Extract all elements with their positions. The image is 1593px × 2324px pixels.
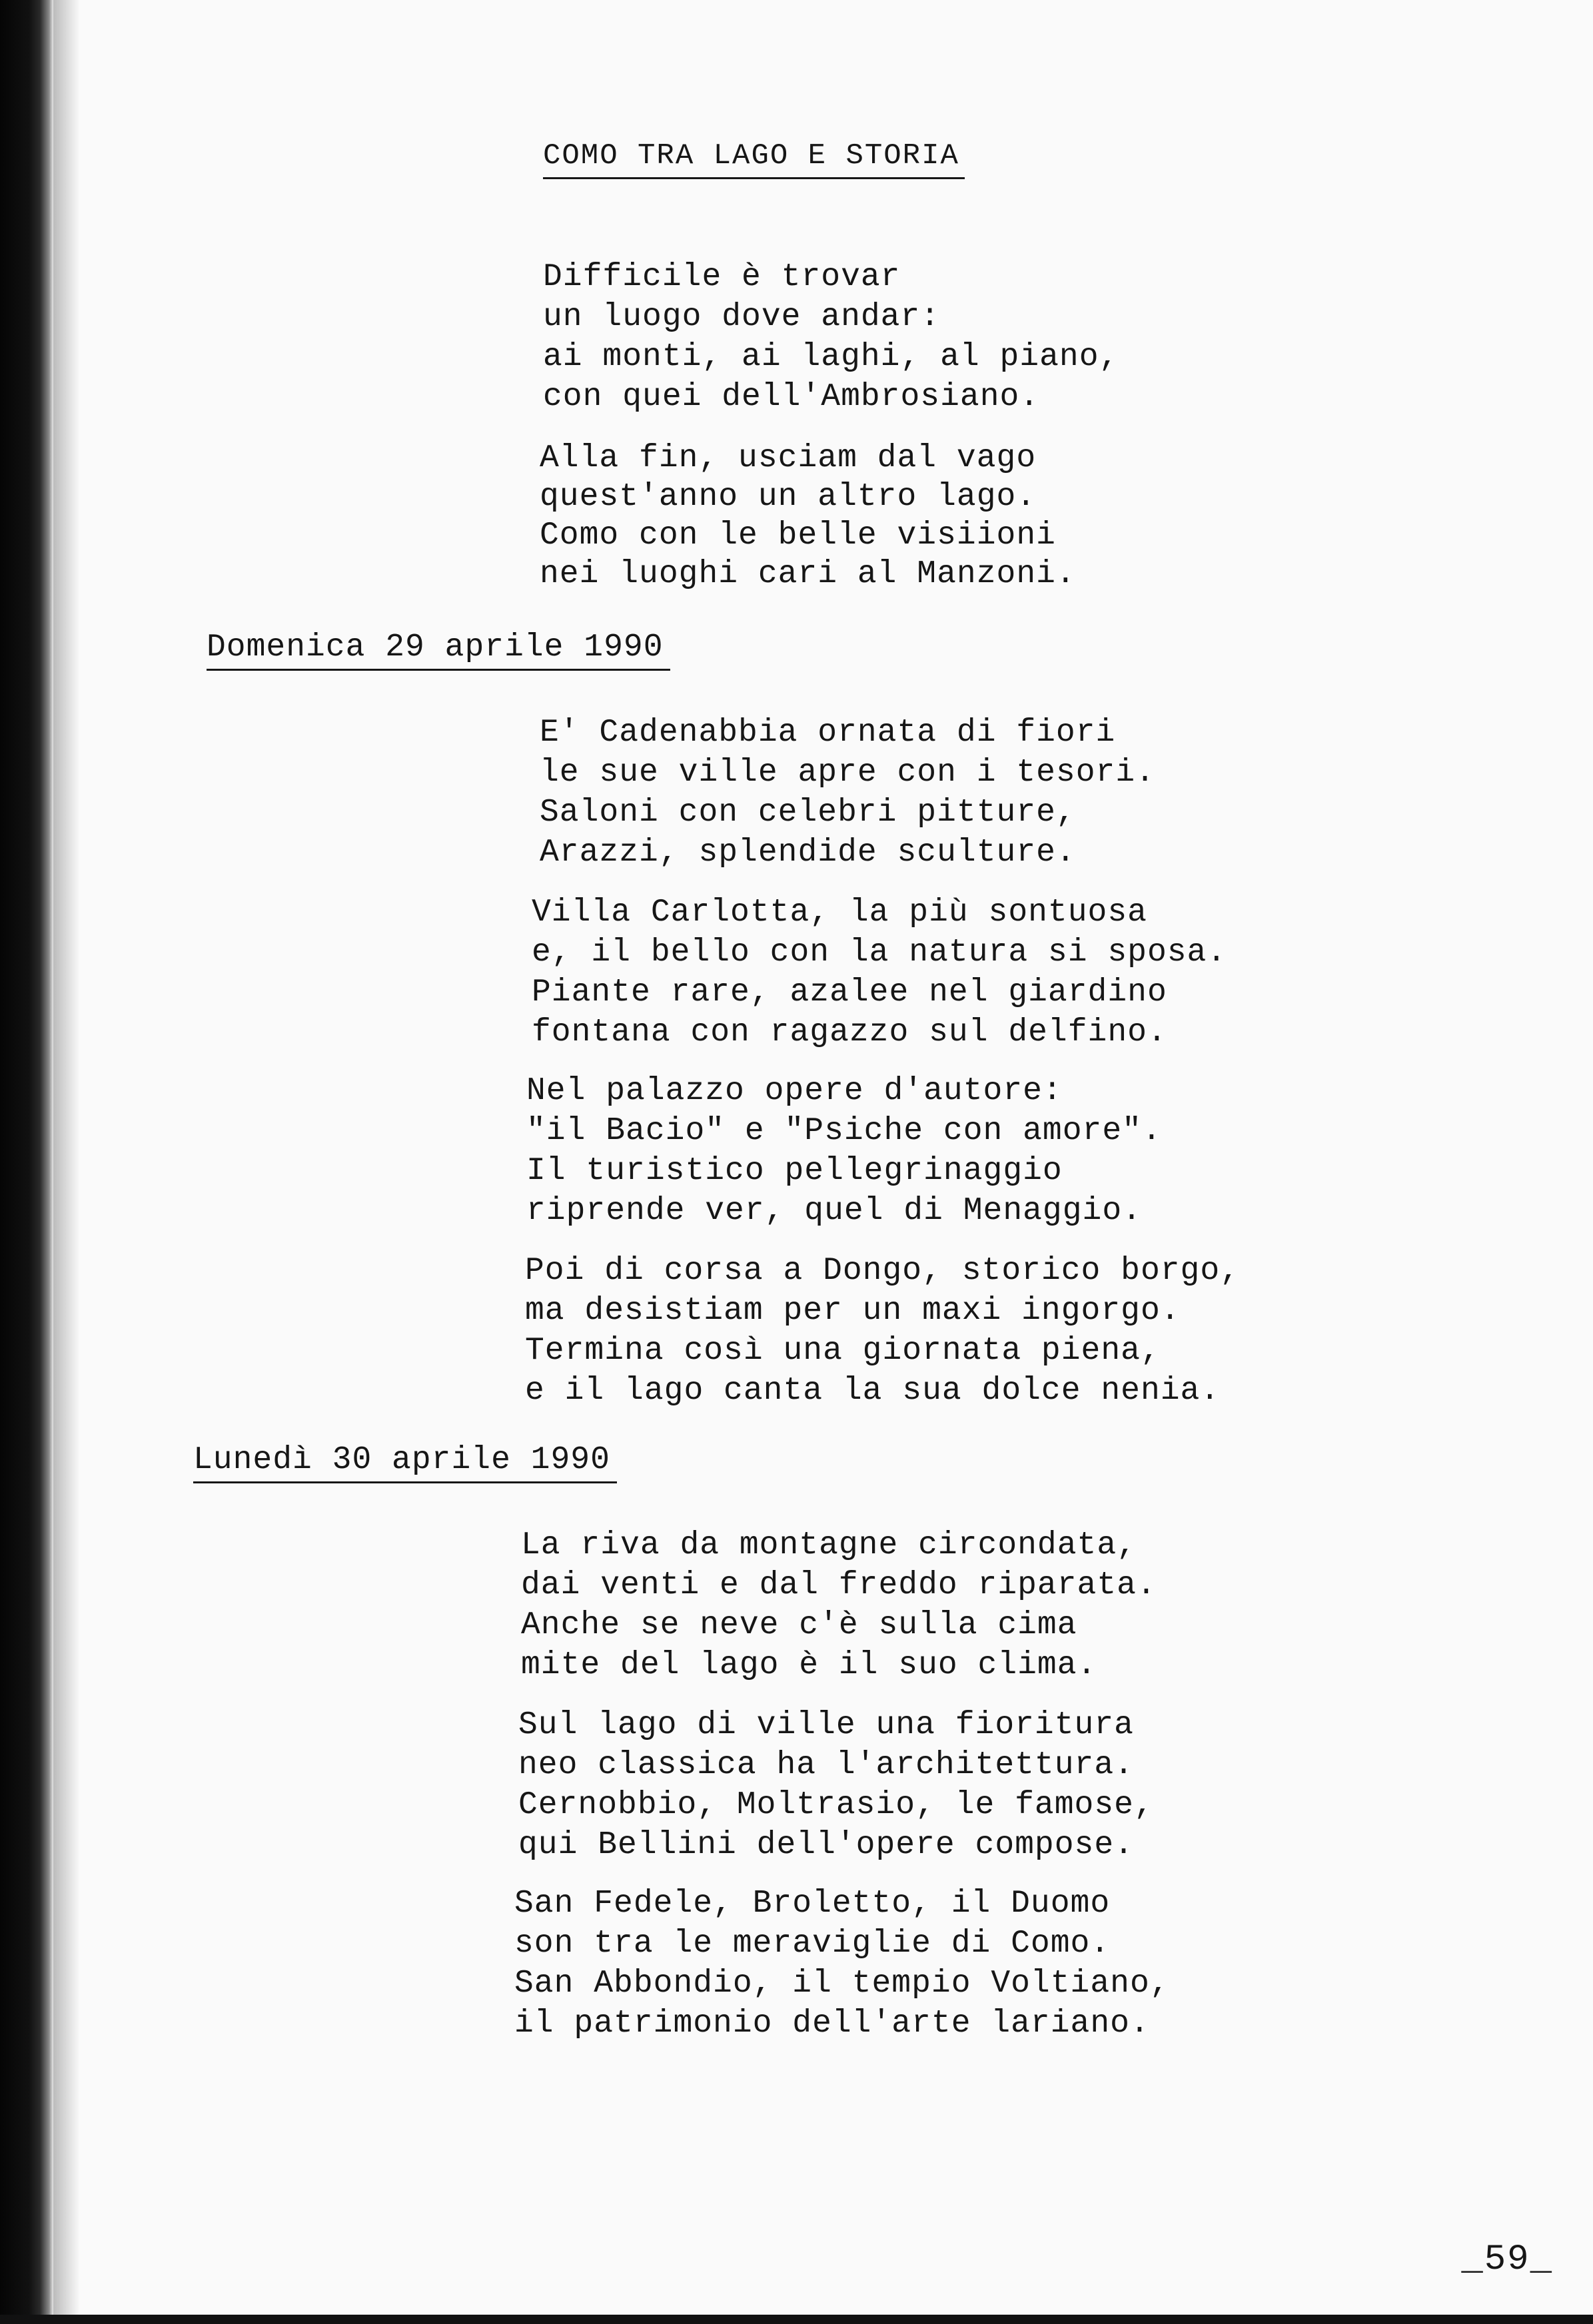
intro-line: Alla fin, usciam dal vago	[540, 440, 1037, 476]
date-heading-day1: Domenica 29 aprile 1990	[207, 631, 670, 671]
book-spine-shadow	[0, 0, 53, 2324]
poem-title: COMO TRA LAGO E STORIA	[543, 141, 965, 179]
verse-line: e il lago canta la sua dolce nenia.	[525, 1373, 1221, 1409]
intro-line: ai monti, ai laghi, al piano,	[543, 339, 1119, 375]
verse-line: Villa Carlotta, la più sontuosa	[532, 895, 1147, 931]
page-bottom-edge	[0, 2315, 1593, 2324]
verse-line: La riva da montagne circondata,	[521, 1527, 1137, 1563]
verse-line: Piante rare, azalee nel giardino	[532, 974, 1167, 1010]
intro-line: Difficile è trovar	[543, 259, 901, 295]
verse-line: Termina così una giornata piena,	[525, 1333, 1161, 1369]
verse-line: fontana con ragazzo sul delfino.	[532, 1014, 1167, 1050]
verse-line: le sue ville apre con i tesori.	[540, 755, 1155, 791]
gutter-shadow	[53, 0, 80, 2324]
verse-line: Sul lago di ville una fioritura	[518, 1707, 1134, 1743]
verse-line: mite del lago è il suo clima.	[521, 1647, 1097, 1683]
verse-line: son tra le meraviglie di Como.	[514, 1926, 1111, 1962]
intro-line: Como con le belle visiioni	[540, 518, 1056, 554]
intro-line: con quei dell'Ambrosiano.	[543, 379, 1040, 415]
intro-line: nei luoghi cari al Manzoni.	[540, 556, 1076, 592]
verse-line: "il Bacio" e "Psiche con amore".	[526, 1113, 1162, 1149]
verse-line: Nel palazzo opere d'autore:	[526, 1073, 1063, 1109]
verse-line: neo classica ha l'architettura.	[518, 1747, 1134, 1783]
verse-line: Poi di corsa a Dongo, storico borgo,	[525, 1253, 1240, 1289]
verse-line: dai venti e dal freddo riparata.	[521, 1567, 1157, 1603]
verse-line: e, il bello con la natura si sposa.	[532, 935, 1227, 970]
verse-line: San Fedele, Broletto, il Duomo	[514, 1886, 1111, 1922]
verse-line: San Abbondio, il tempio Voltiano,	[514, 1966, 1170, 2002]
verse-line: qui Bellini dell'opere compose.	[518, 1827, 1134, 1863]
page-number: _59_	[1461, 2239, 1553, 2280]
verse-line: il patrimonio dell'arte lariano.	[514, 2006, 1150, 2042]
verse-line: Il turistico pellegrinaggio	[526, 1153, 1063, 1189]
verse-line: Anche se neve c'è sulla cima	[521, 1607, 1077, 1643]
verse-line: E' Cadenabbia ornata di fiori	[540, 715, 1116, 751]
intro-line: un luogo dove andar:	[543, 299, 941, 335]
date-heading-day2: Lunedì 30 aprile 1990	[193, 1444, 617, 1483]
verse-line: riprende ver, quel di Menaggio.	[526, 1193, 1142, 1229]
verse-line: Arazzi, splendide sculture.	[540, 835, 1076, 871]
verse-line: Saloni con celebri pitture,	[540, 795, 1076, 831]
intro-line: quest'anno un altro lago.	[540, 479, 1037, 515]
verse-line: Cernobbio, Moltrasio, le famose,	[518, 1787, 1154, 1823]
verse-line: ma desistiam per un maxi ingorgo.	[525, 1293, 1181, 1329]
